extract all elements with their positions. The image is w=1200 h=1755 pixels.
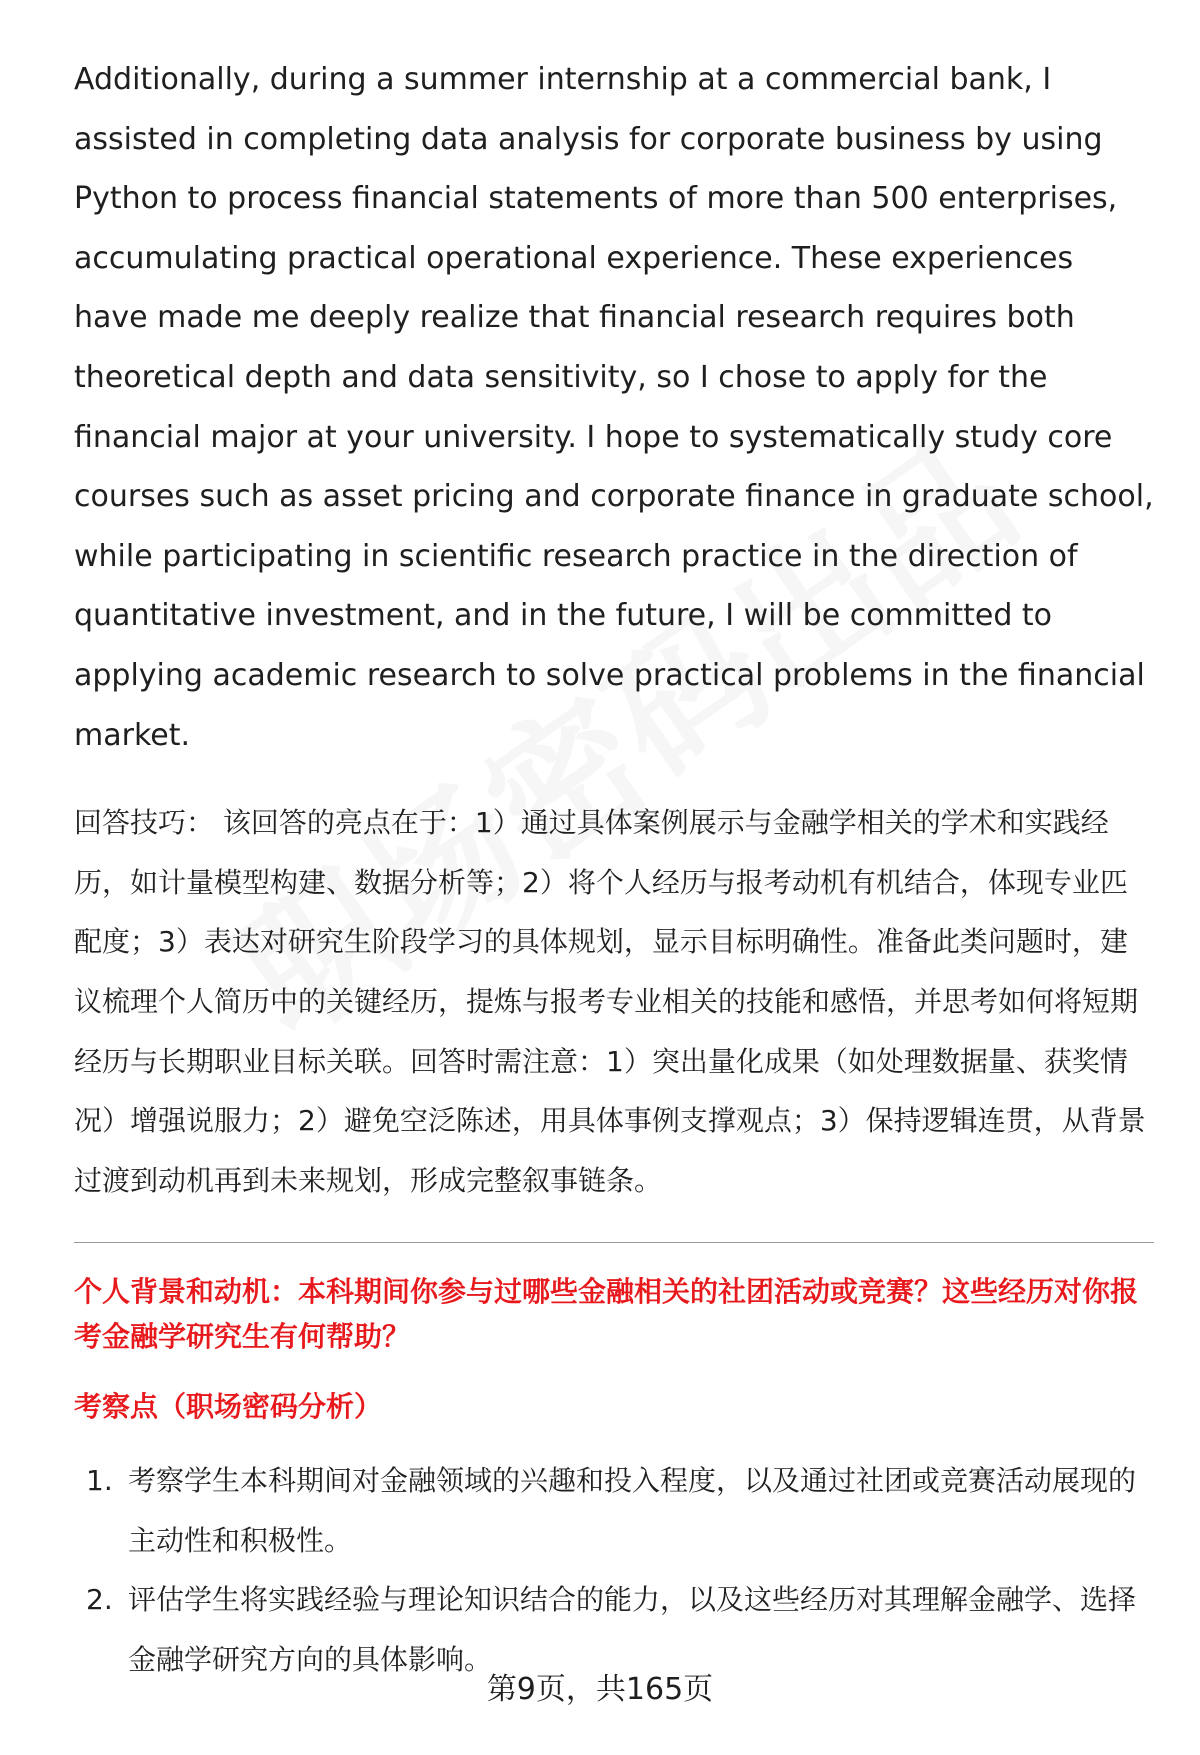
list-item-number: 1. [86,1464,113,1498]
document-page [74,50,1154,1690]
answer-tips-paragraph: 回答技巧： 该回答的亮点在于：1）通过具体案例展示与金融学相关的学术和实践经历，如计量模型构建、数据分析等；2）将个人经历与报考动机有机结合，体现专业匹配度；3）表达对研究生阶段学习的具体规划，显示目标明确性。准备此类问题时，建议梳理个人简历中的关键经历，提炼与报考专业相关的技能和感悟，并思考如何将短期经历与长期职业目标关联。回答时需注意：1）突出量化成果（如处理数据量、获奖情况）增强说服力；2）避免空泛陈述，用具体事例支撑观点；3）保持逻辑连贯，从背景过渡到动机再到未来规划，形成完整叙事链条。 [74,806,1146,1197]
question-heading: 个人背景和动机：本科期间你参与过哪些金融相关的社团活动或竞赛？这些经历对你报考金融学研究生有何帮助？ [74,1275,1139,1354]
english-answer-paragraph: Additionally, during a summer internship at a commercial bank, I assisted in completing data analysis for corporate business by using Python to process financial statements of more than 500 enterprises, accumulating practical operational experience. These experiences have made me deeply realize that financial research requires both theoretical depth and data sensitivity, so I chose to apply for the financial major at your university. I hope to systematically study core courses such as asset pricing and corporate finance in graduate school, while participating in scientific research practice in the direction of quantitative investment, and in the future, I will be committed to applying academic research to solve practical problems in the financial market. [74,62,1154,753]
list-item [74,1451,1154,1570]
list-item-text: 评估学生将实践经验与理论知识结合的能力，以及这些经历对其理解金融学、选择金融学研究方向的具体影响。 [128,1583,1137,1677]
page-number-footer: 第9页，共165页 [486,1672,714,1707]
assessment-points-list [74,1451,1154,1689]
list-item-number: 2. [86,1583,113,1617]
list-item-text: 考察学生本科期间对金融领域的兴趣和投入程度，以及通过社团或竞赛活动展现的主动性和积极性。 [128,1464,1137,1557]
section-divider [74,1242,1154,1243]
assessment-points-label: 考察点（职场密码分析） [74,1390,383,1424]
